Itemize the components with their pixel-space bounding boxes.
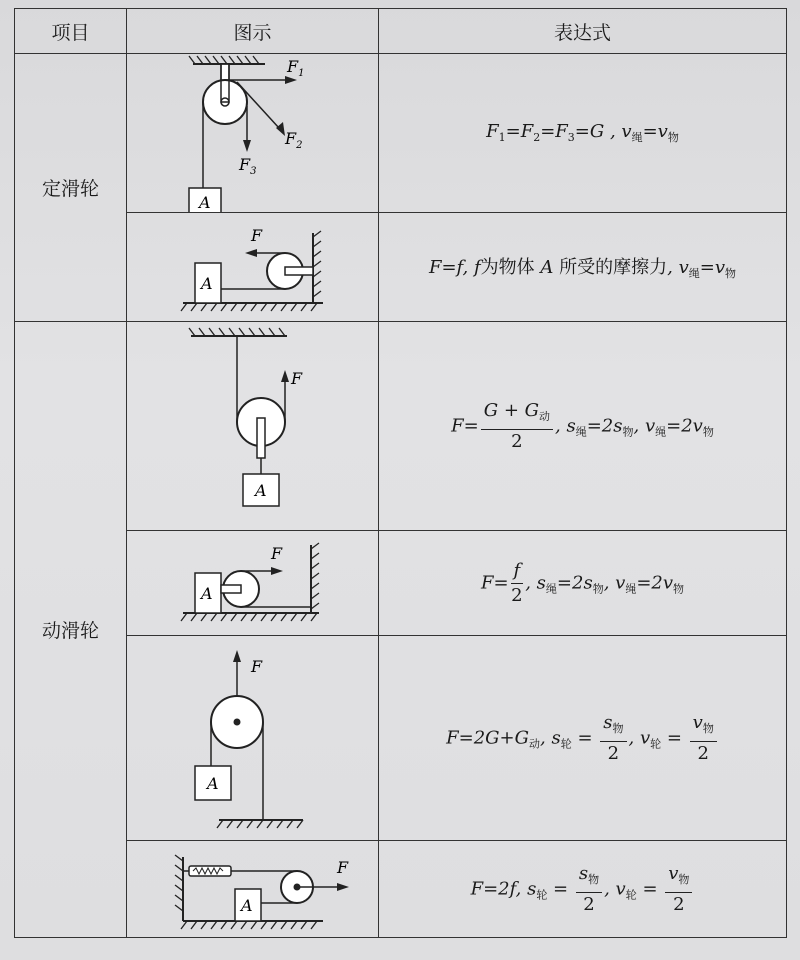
expr-text: , v	[628, 727, 651, 748]
expr-sub: 物	[588, 872, 600, 886]
frac-num: v	[692, 711, 703, 733]
expression-row-4	[379, 531, 787, 636]
force-f2-label: F	[285, 129, 297, 148]
expr-text: =2s	[556, 572, 593, 593]
expr-text: F=2G+G	[446, 727, 530, 748]
svg-text:F1	[286, 57, 304, 79]
expr-sub: 绳	[655, 425, 667, 438]
header-figure: 图示	[127, 9, 379, 54]
expr-text: =F	[540, 121, 568, 142]
table-row	[15, 213, 787, 322]
expr-sub: 2	[533, 131, 541, 144]
force-f1-sub: 1	[298, 68, 305, 79]
force-f3-label: F	[239, 155, 251, 174]
frac-num: s	[603, 711, 613, 733]
expr-sub: 物	[592, 582, 604, 595]
frac-num: s	[578, 862, 589, 884]
expr-text: , v	[633, 415, 656, 436]
table-row	[15, 841, 787, 938]
fraction	[481, 400, 553, 453]
expr-sub: 绳	[545, 582, 557, 595]
expr-sub: 轮	[560, 737, 572, 750]
expr-sub: 绳	[625, 582, 637, 595]
expr-text: =	[661, 727, 688, 748]
expr-sub: 轮	[536, 888, 548, 901]
block-a-label: A	[255, 481, 267, 500]
frac-den: 2	[511, 430, 523, 452]
expr-text: =	[571, 727, 599, 748]
figure-movable-horizontal	[127, 531, 379, 636]
expr-text: F=	[451, 415, 479, 436]
expr-text: =	[547, 878, 574, 899]
expr-sub: 绳	[575, 425, 587, 438]
expression-row-2	[379, 213, 787, 322]
category-fixed-pulley: 定滑轮	[15, 54, 127, 322]
expr-text: , s	[525, 572, 546, 593]
expr-text: A	[534, 257, 560, 278]
expr-sub: 3	[567, 131, 575, 144]
expr-text: , s	[555, 415, 576, 436]
force-f-label: F	[251, 226, 263, 245]
frac-num: f	[511, 560, 524, 584]
expr-sub: 动	[539, 409, 551, 423]
expression-row-5	[379, 636, 787, 841]
expr-sub: 动	[529, 737, 541, 750]
figure-movable-inverted	[127, 636, 379, 841]
force-f1-label: F	[287, 57, 299, 76]
expr-text: , v	[667, 257, 689, 278]
pulley-table	[14, 8, 787, 938]
expr-text: =v	[699, 257, 726, 278]
frac-den: 2	[673, 893, 685, 915]
expr-sub: 轮	[650, 737, 662, 750]
force-f-label: F	[337, 858, 349, 877]
header-item: 项目	[15, 9, 127, 54]
expr-text: , s	[540, 727, 561, 748]
force-f2-sub: 2	[296, 140, 303, 151]
table-row	[15, 322, 787, 531]
force-f-label: F	[251, 657, 263, 676]
expr-text: F=f, f	[428, 257, 481, 278]
expr-sub: 物	[725, 267, 737, 280]
expr-text: =v	[642, 121, 668, 142]
force-f3-sub: 3	[250, 166, 257, 177]
expr-text: F=	[480, 572, 509, 593]
frac-num: v	[668, 862, 679, 884]
block-a-label: A	[207, 774, 219, 793]
expr-sub: 物	[702, 425, 714, 438]
fraction	[600, 712, 626, 765]
expression-row-6	[379, 841, 787, 938]
force-f-label: F	[291, 369, 303, 388]
figure-fixed-horizontal	[127, 213, 379, 322]
expr-sub: 绳	[688, 267, 700, 280]
expr-sub: 物	[673, 582, 685, 595]
expr-sub: 1	[498, 131, 506, 144]
svg-text:F3	[238, 155, 256, 177]
svg-text:F2	[284, 129, 302, 151]
table-row	[15, 636, 787, 841]
expr-text: , v	[604, 878, 626, 899]
expr-sub: 物	[678, 872, 690, 886]
frac-den: 2	[697, 742, 709, 764]
figure-movable-spring	[127, 841, 379, 938]
expr-text: =2v	[666, 415, 703, 436]
fraction	[576, 863, 602, 916]
header-expression: 表达式	[379, 9, 787, 54]
expr-text: =2s	[586, 415, 623, 436]
expr-sub: 物	[667, 131, 679, 144]
expr-sub: 绳	[631, 131, 643, 144]
block-a-label: A	[201, 584, 213, 603]
table-row	[15, 54, 787, 213]
frac-num: G + G	[483, 399, 540, 421]
expr-text: 为物体	[480, 257, 535, 278]
figure-fixed-vertical	[127, 54, 379, 213]
expr-text: 所受的摩擦力	[559, 257, 668, 278]
block-a-label: A	[241, 896, 253, 915]
force-f-label: F	[271, 544, 283, 563]
expression-row-1	[379, 54, 787, 213]
category-movable-pulley: 动滑轮	[15, 322, 127, 938]
expr-text: F=2f, s	[470, 878, 537, 899]
expr-text: =2v	[636, 572, 674, 593]
frac-den: 2	[583, 893, 595, 915]
expr-text: =G , v	[574, 121, 632, 142]
expression-row-3	[379, 322, 787, 531]
block-a-label: A	[201, 274, 213, 293]
frac-den: 2	[607, 742, 620, 764]
expr-text: F	[486, 121, 499, 142]
expr-sub: 物	[702, 721, 714, 735]
fraction	[511, 560, 524, 607]
fraction	[665, 863, 692, 916]
block-a-label: A	[199, 193, 211, 212]
fraction	[690, 712, 717, 765]
expr-sub: 物	[622, 425, 634, 438]
table-row	[15, 531, 787, 636]
expr-text: , v	[603, 572, 626, 593]
expr-sub: 物	[612, 721, 624, 735]
frac-den: 2	[511, 584, 523, 606]
expr-sub: 轮	[625, 888, 637, 901]
header-row	[15, 9, 787, 54]
figure-movable-vertical	[127, 322, 379, 531]
expr-text: =	[636, 878, 664, 899]
expr-text: =F	[505, 121, 534, 142]
